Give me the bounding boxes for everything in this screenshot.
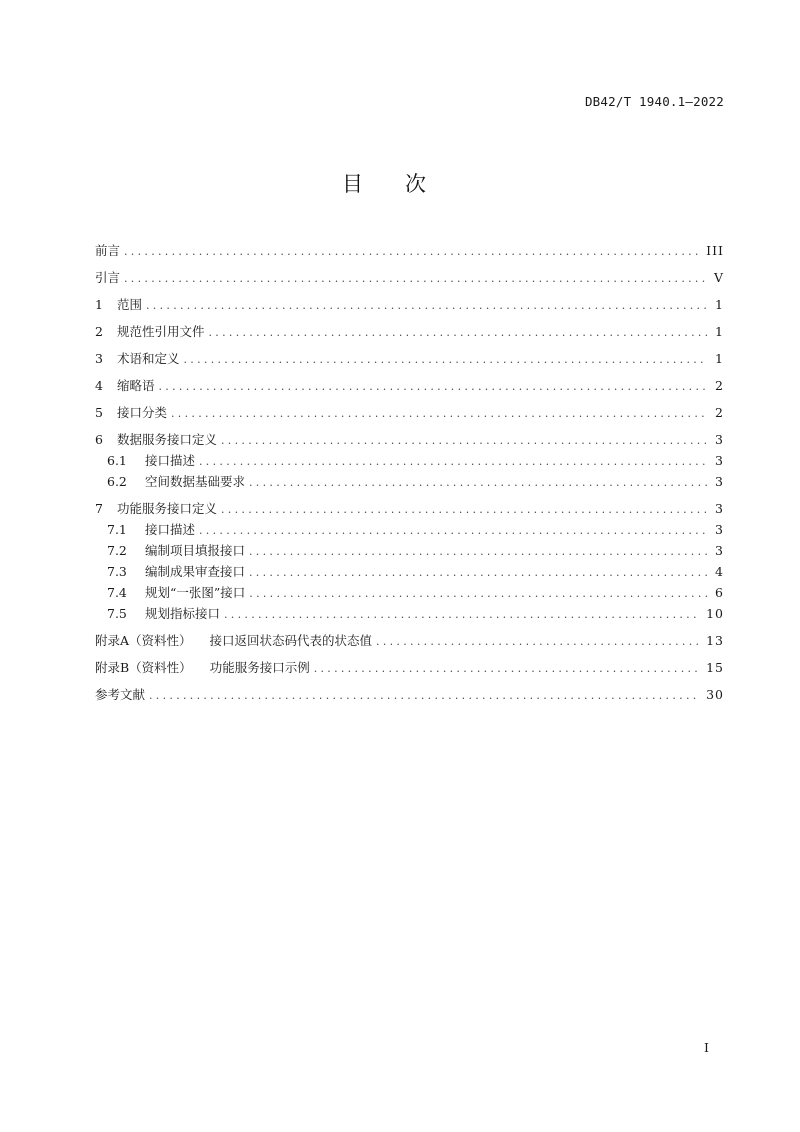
toc-entry-page: 2 [715, 378, 724, 393]
toc-entry-function-service-interface[interactable] [95, 499, 724, 519]
toc-entry-foreword[interactable] [95, 241, 724, 261]
toc-dot-leader [224, 605, 700, 625]
toc-subentry-6-1[interactable] [95, 451, 724, 471]
toc-dot-leader [249, 473, 708, 493]
toc-entry-number: 7.3 [107, 564, 127, 579]
toc-dot-leader [221, 500, 708, 520]
toc-entry-label: 功能服务接口定义 [117, 501, 218, 516]
toc-entry-number: 7.1 [107, 522, 127, 537]
toc-entry-label: 数据服务接口定义 [117, 432, 218, 447]
toc-entry-label: 前言 [95, 243, 121, 258]
toc-entry-page: 1 [715, 351, 724, 366]
toc-dot-leader [159, 377, 708, 397]
toc-entry-page: 1 [715, 324, 724, 339]
toc-entry-page: 6 [715, 585, 724, 600]
toc-entry-page: 3 [715, 474, 724, 489]
toc-entry-number: 4 [95, 378, 103, 393]
toc-dot-leader [124, 269, 708, 289]
toc-entry-label: 范围 [117, 297, 143, 312]
toc-entry-label: 缩略语 [117, 378, 155, 393]
toc-entry-page: 3 [715, 453, 724, 468]
toc-entry-number: 7 [95, 501, 103, 516]
toc-dot-leader [146, 296, 708, 316]
toc-dot-leader [314, 659, 700, 679]
toc-entry-label: 功能服务接口示例 [209, 660, 310, 675]
toc-entry-page: 15 [706, 660, 724, 675]
toc-entry-label: 编制项目填报接口 [145, 543, 246, 558]
toc-entry-label: 引言 [95, 270, 121, 285]
toc-dot-leader [149, 686, 700, 706]
toc-subentry-7-2[interactable] [95, 541, 724, 561]
toc-entry-label: 接口描述 [145, 522, 196, 537]
toc-entry-page: 13 [706, 633, 724, 648]
toc-entry-label: 规划指标接口 [145, 606, 221, 621]
toc-appendix-prefix: 附录A（资料性） [95, 633, 192, 648]
toc-entry-page: 3 [715, 432, 724, 447]
toc-entry-number: 7.2 [107, 543, 127, 558]
toc-entry-number: 2 [95, 324, 103, 339]
toc-entry-number: 7.4 [107, 585, 127, 600]
toc-entry-label: 编制成果审查接口 [145, 564, 246, 579]
toc-entry-number: 1 [95, 297, 103, 312]
toc-subentry-7-4[interactable] [95, 583, 724, 603]
toc-dot-leader [199, 521, 708, 541]
toc-entry-number: 7.5 [107, 606, 127, 621]
toc-entry-label: 空间数据基础要求 [145, 474, 246, 489]
toc-entry-label: 接口分类 [117, 405, 168, 420]
toc-entry-number: 6 [95, 432, 103, 447]
toc-entry-interface-classification[interactable] [95, 403, 724, 423]
toc-entry-appendix-a[interactable] [95, 631, 724, 651]
toc-entry-page: III [706, 243, 724, 258]
document-code: DB42/T 1940.1—2022 [584, 94, 724, 109]
toc-entry-label: 术语和定义 [117, 351, 180, 366]
toc-entry-page: 4 [715, 564, 724, 579]
toc-dot-leader [199, 452, 708, 472]
toc-entry-terms-definitions[interactable] [95, 349, 724, 369]
toc-entry-page: 2 [715, 405, 724, 420]
toc-entry-appendix-b[interactable] [95, 658, 724, 678]
toc-dot-leader [249, 563, 708, 583]
toc-entry-page: 1 [715, 297, 724, 312]
toc-entry-scope[interactable] [95, 295, 724, 315]
toc-entry-number: 3 [95, 351, 103, 366]
toc-entry-label: 接口描述 [145, 453, 196, 468]
toc-dot-leader [209, 323, 708, 343]
toc-dot-leader [184, 350, 708, 370]
toc-appendix-prefix: 附录B（资料性） [95, 660, 192, 675]
toc-entry-page: 3 [715, 543, 724, 558]
toc-entry-number: 6.1 [107, 453, 127, 468]
toc-subentry-7-1[interactable] [95, 520, 724, 540]
toc-dot-leader [249, 542, 708, 562]
toc-entry-number: 6.2 [107, 474, 127, 489]
toc-entry-page: V [713, 270, 724, 285]
toc-entry-page: 10 [706, 606, 724, 621]
toc-entry-data-service-interface[interactable] [95, 430, 724, 450]
toc-dot-leader [171, 404, 708, 424]
toc-subentry-7-5[interactable] [95, 604, 724, 624]
toc-entry-normative-references[interactable] [95, 322, 724, 342]
toc-dot-leader [249, 584, 708, 604]
toc-entry-introduction[interactable] [95, 268, 724, 288]
table-of-contents [95, 241, 724, 705]
page-title: 目次 [342, 172, 468, 196]
toc-entry-label: 接口返回状态码代表的状态值 [209, 633, 373, 648]
page-number: I [704, 1040, 709, 1055]
toc-entry-abbreviations[interactable] [95, 376, 724, 396]
toc-entry-page: 30 [706, 687, 724, 702]
toc-entry-page: 3 [715, 501, 724, 516]
toc-entry-bibliography[interactable] [95, 685, 724, 705]
toc-entry-number: 5 [95, 405, 103, 420]
toc-entry-label: 规划“一张图”接口 [145, 585, 246, 600]
toc-entry-label: 规范性引用文件 [117, 324, 205, 339]
toc-dot-leader [221, 431, 708, 451]
toc-entry-label: 参考文献 [95, 687, 146, 702]
toc-entry-page: 3 [715, 522, 724, 537]
toc-subentry-6-2[interactable] [95, 472, 724, 492]
toc-subentry-7-3[interactable] [95, 562, 724, 582]
toc-dot-leader [376, 632, 700, 652]
toc-dot-leader [124, 242, 700, 262]
